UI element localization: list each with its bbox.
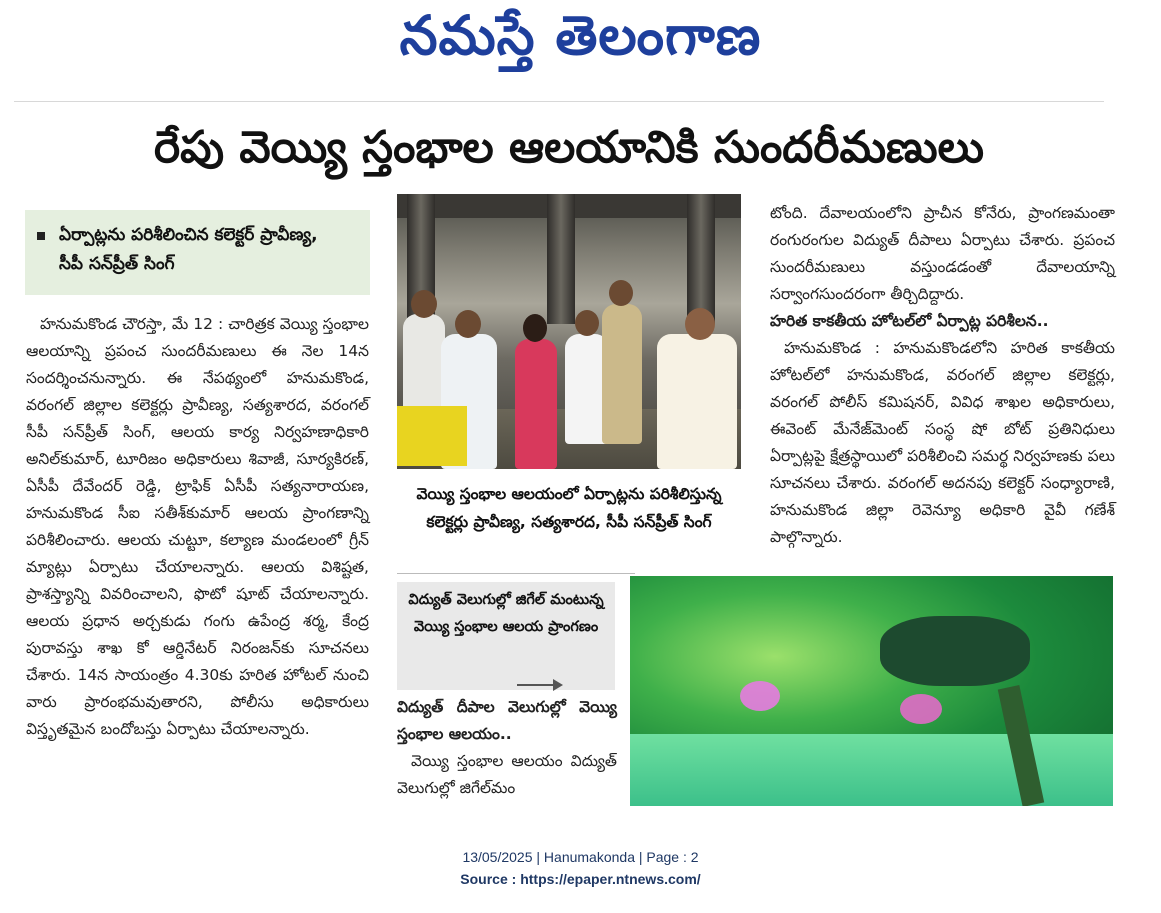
arrow-right-icon: [517, 684, 555, 686]
footer-date-page: 13/05/2025 | Hanumakonda | Page : 2: [462, 849, 699, 865]
photo-caption: వెయ్యి స్తంభాల ఆలయంలో ఏర్పాట్లను పరిశీలిస్తున్న కలెక్టర్లు ప్రావీణ్య, సత్యశారద, సీపీ సన్‌ప్రీత్ సింగ్: [416, 485, 722, 531]
left-column: [26, 311, 369, 743]
masthead-logo: నమస్తే తెలంగాణ: [399, 4, 762, 67]
middle-column-paragraph: వెయ్యి స్తంభాల ఆలయం విద్యుత్ వెలుగుల్లో జిగేల్‌మం: [397, 752, 617, 797]
right-column-paragraph-2: హనుమకొండ : హనుమకొండలోని హరిత కాకతీయ హోటల్‌లో హనుమకొండ, వరంగల్ జిల్లాల కలెక్టర్లు, వరంగల్ పోలీస్ కమిషనర్, వివిధ శాఖల అధికారులు, ఈవెంట్ మేనేజ్‌మెంట్ సంస్థ షో బోట్ ప్రతినిధులు ఏర్పాట్లపై క్షేత్రస్థాయిలో పరిశీలించి సమర్థ నిర్వహణకు పలు సూచనలు చేశారు. వరంగల్ అదనపు కలెక్టర్ సంధ్యారాణి, హనుమకొండ జిల్లా రెవెన్యూ అధికారి వైవీ గణేశ్ పాల్గొన్నారు.: [770, 339, 1115, 546]
middle-column-heading: విద్యుత్ దీపాల వెలుగుల్లో వెయ్యి స్తంభాల ఆలయం..: [397, 698, 617, 743]
photo-callout-box: విద్యుత్ వెలుగుల్లో జిగేల్ మంటున్న వెయ్యి స్తంభాల ఆలయ ప్రాంగణం: [397, 582, 615, 690]
page-footer: [0, 846, 1161, 890]
article-subhead: [25, 210, 370, 295]
caption-divider: [397, 573, 635, 574]
bullet-icon: [37, 232, 45, 240]
middle-column: [397, 694, 617, 802]
right-column-subheading: హరిత కాకతీయ హోటల్‌లో ఏర్పాట్ల పరిశీలన..: [770, 312, 1049, 330]
article-headline: రేపు వెయ్యి స్తంభాల ఆలయానికి సుందరీమణులు: [154, 122, 984, 173]
subhead-line-2: సీపీ సన్‌ప్రీత్ సింగ్: [59, 254, 175, 274]
left-column-paragraph: హనుమకొండ చౌరస్తా, మే 12 : చారిత్రక వెయ్యి స్తంభాల ఆలయాన్ని ప్రపంచ సుందరీమణులు ఈ నెల 14న సందర్శించనున్నారు. ఈ నేపథ్యంలో హనుమకొండ, వరంగల్ జిల్లాల కలెక్టర్లు ప్రావీణ్య, సత్యశారద, వరంగల్ సీపీ సన్‌ప్రీత్ సింగ్, ఆలయ కార్య నిర్వహణాధికారి అనిల్‌కుమార్, టూరిజం అధికారులు శివాజీ, సూర్యకిరణ్, ఏసీపీ దేవేందర్ రెడ్డి, ట్రాఫిక్ ఏసీపీ సత్యనారాయణ, హనుమకొండ సీఐ సతీశ్‌కుమార్ ఆలయ ప్రాంగణాన్ని పరిశీలించారు. ఆలయ చుట్టూ, కల్యాణ మండలంలో గ్రీన్ మ్యాట్లు ఏర్పాటు చేయాలన్నారు. ఆలయ విశిష్టత, ప్రాశస్త్యాన్ని వివరించాలని, ఫొటో షూట్ చేయాలన్నారు. ఆలయ ప్రధాన అర్చకుడు గంగు ఉపేంద్ర శర్మ, కేంద్ర పురావస్తు శాఖ కో ఆర్డినేటర్ నిరంజన్‌కు సూచనలు చేశారు. 14న సాయంత్రం 4.30కు హరిత హోటల్ నుంచి వారు ప్రారంభమవుతారని, పోలీసు అధికారులు విస్తృతమైన బందోబస్తు ఏర్పాటు చేయాలన్నారు.: [26, 315, 369, 738]
footer-source-link[interactable]: Source : https://epaper.ntnews.com/: [460, 871, 701, 887]
arrowhead-icon: [553, 679, 563, 691]
illuminated-temple-photo: [630, 576, 1113, 806]
right-column-paragraph-1: టోంది. దేవాలయంలోని ప్రాచీన కోనేరు, ప్రాంగణమంతా రంగురంగుల విద్యుత్ దీపాలు ఏర్పాటు చేశారు. ప్రపంచ సుందరీమణులు వస్తుండడంతో దేవాలయాన్ని సర్వాంగసుందరంగా తీర్చిదిద్దారు.: [770, 204, 1115, 303]
right-column: [770, 200, 1115, 551]
masthead-divider: [14, 101, 1104, 102]
inspection-photo: [397, 194, 741, 469]
subhead-line-1: ఏర్పాట్లను పరిశీలించిన కలెక్టర్ ప్రావీణ్య,: [59, 225, 318, 245]
